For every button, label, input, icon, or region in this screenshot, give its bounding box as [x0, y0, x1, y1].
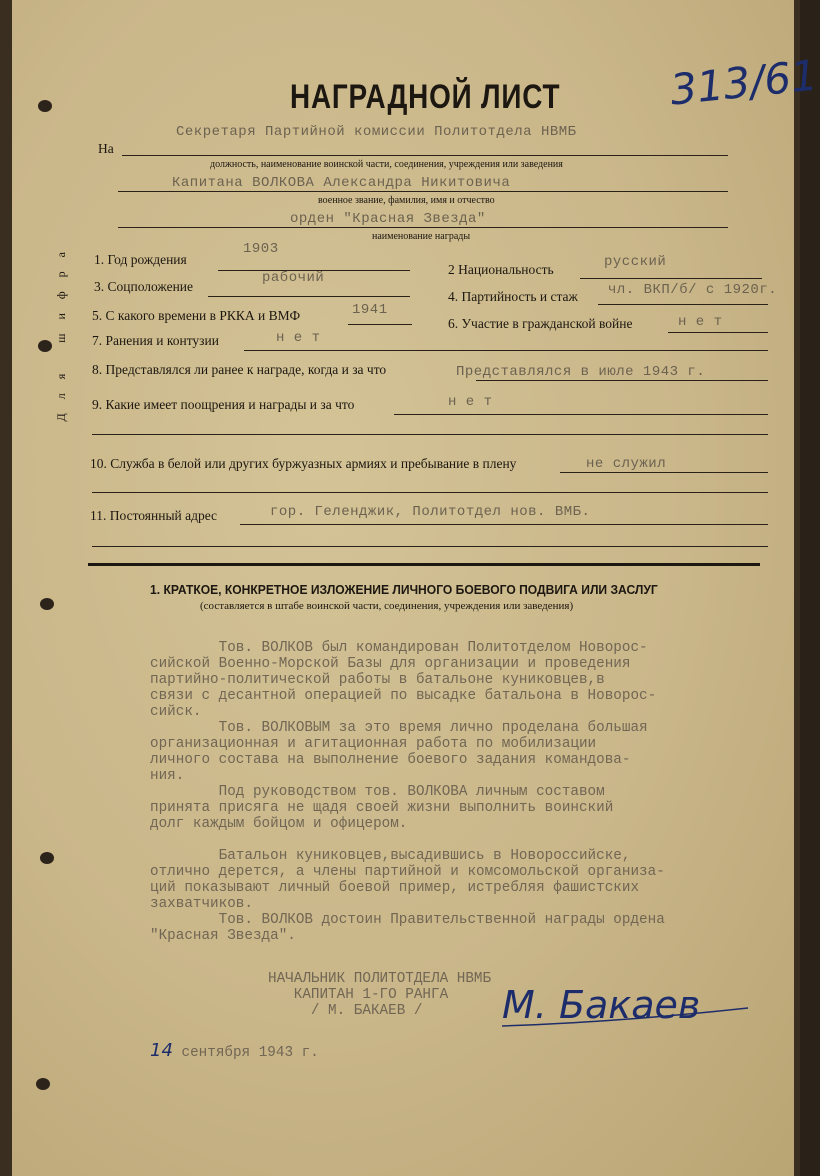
- party-label: 4. Партийность и стаж: [448, 289, 578, 304]
- birth-year-label: 1. Год рождения: [94, 252, 187, 267]
- award-caption: наименование награды: [372, 231, 471, 242]
- address-line: [240, 524, 768, 525]
- na-label: На: [98, 141, 114, 156]
- date-line: [150, 1040, 319, 1061]
- page-right-edge: [794, 0, 800, 1176]
- prior-award-value: Представлялся в июле 1943 г.: [456, 364, 706, 380]
- social-status-label: 3. Соцположение: [94, 279, 194, 294]
- civil-war-line: [668, 332, 768, 333]
- social-status-line: [208, 296, 410, 297]
- social-status-value: рабочий: [262, 270, 325, 286]
- wounds-line: [244, 350, 768, 351]
- date-rest: сентября 1943 г.: [181, 1045, 319, 1061]
- section-title: 1. КРАТКОЕ, КОНКРЕТНОЕ ИЗЛОЖЕНИЕ ЛИЧНОГО БОЕВОГО ПОДВИГА ИЛИ ЗАСЛУГ: [150, 582, 658, 597]
- rkka-since-label: 5. С какого времени в РККА и ВМФ: [92, 308, 301, 323]
- signatory-block: НАЧАЛЬНИК ПОЛИТОТДЕЛА НВМБ КАПИТАН 1-ГО РАНГА / М. БАКАЕВ /: [268, 971, 492, 1019]
- punch-hole: [38, 100, 52, 112]
- section-subtitle: (составляется в штабе воинской части, соединения, учреждения или заведения): [200, 600, 574, 612]
- punch-hole: [38, 340, 52, 352]
- white-army-line-2: [92, 492, 768, 493]
- prior-award-label: 8. Представлялся ли ранее к награде, когда и за что: [92, 362, 387, 377]
- white-army-value: не служил: [586, 456, 667, 472]
- document-title: НАГРАДНОЙ ЛИСТ: [290, 78, 561, 116]
- white-army-label: 10. Служба в белой или других буржуазных армиях и пребывание в плену: [90, 456, 517, 471]
- name-line: [118, 191, 728, 192]
- punch-hole: [40, 598, 54, 610]
- party-value: чл. ВКП/б/ с 1920г.: [608, 282, 778, 298]
- punch-hole: [36, 1078, 50, 1090]
- birth-year-value: 1903: [243, 241, 279, 257]
- svg-text:М. Бакаев: М. Бакаев: [502, 983, 701, 1027]
- award-value: орден "Красная Звезда": [290, 211, 486, 227]
- rewards-value: н е т: [448, 394, 493, 410]
- page-left-edge: [0, 0, 12, 1176]
- name-caption: военное звание, фамилия, имя и отчество: [318, 195, 495, 206]
- merit-description: Тов. ВОЛКОВ был командирован Политотделом Новорос- сийской Военно-Морской Базы для организации и проведения партийно-политической работы в батальоне куниковцев,в связи с десантной операцией по высадке батальона в Новорос- сийск. Тов. ВОЛКОВЫМ за это время лично проделана большая организационная и агитационная работа по мобилизации личного состава на выполнение боевого задания командова- ния. Под руководством тов. ВОЛКОВА личным составом принята присяга не щадя своей жизни выполнить воинский долг каждым бойцом и офицером. Батальон куниковцев,высадившись в Новороссийске, отлично дерется, а члены партийной и комсомольской организа- ций показывают личный боевой пример, истребляя фашистских захватчиков. Тов. ВОЛКОВ достоин Правительственной награды ордена "Красная Звезда".: [150, 640, 665, 944]
- rewards-label: 9. Какие имеет поощрения и награды и за что: [92, 397, 355, 412]
- rewards-line: [394, 414, 768, 415]
- address-line-2: [92, 546, 768, 547]
- handwritten-signature: [500, 978, 750, 1038]
- wounds-value: н е т: [276, 330, 321, 346]
- rewards-line-2: [92, 434, 768, 435]
- address-value: гор. Геленджик, Политотдел нов. ВМБ.: [270, 504, 591, 520]
- punch-hole: [40, 852, 54, 864]
- award-line: [118, 227, 728, 228]
- position-line: [122, 155, 728, 156]
- cipher-vertical-label: Для шифра: [54, 238, 68, 422]
- rkka-since-line: [348, 324, 412, 325]
- handwritten-number: 313/61: [667, 50, 820, 115]
- civil-war-value: н е т: [678, 314, 723, 330]
- civil-war-label: 6. Участие в гражданской войне: [448, 316, 633, 331]
- white-army-line: [560, 472, 768, 473]
- position-caption: должность, наименование воинской части, соединения, учреждения или заведения: [210, 159, 563, 170]
- nationality-value: русский: [604, 254, 667, 270]
- nationality-label: 2 Национальность: [448, 262, 554, 277]
- prior-award-line: [476, 380, 768, 381]
- name-value: Капитана ВОЛКОВА Александра Никитовича: [172, 175, 511, 191]
- address-label: 11. Постоянный адрес: [90, 508, 218, 523]
- wounds-label: 7. Ранения и контузии: [92, 333, 219, 348]
- section-divider: [88, 563, 760, 566]
- nationality-line: [580, 278, 762, 279]
- rkka-since-value: 1941: [352, 302, 388, 318]
- date-day: 14: [150, 1040, 173, 1061]
- party-line: [598, 304, 768, 305]
- position-value: Секретаря Партийной комиссии Политотдела НВМБ: [176, 124, 577, 140]
